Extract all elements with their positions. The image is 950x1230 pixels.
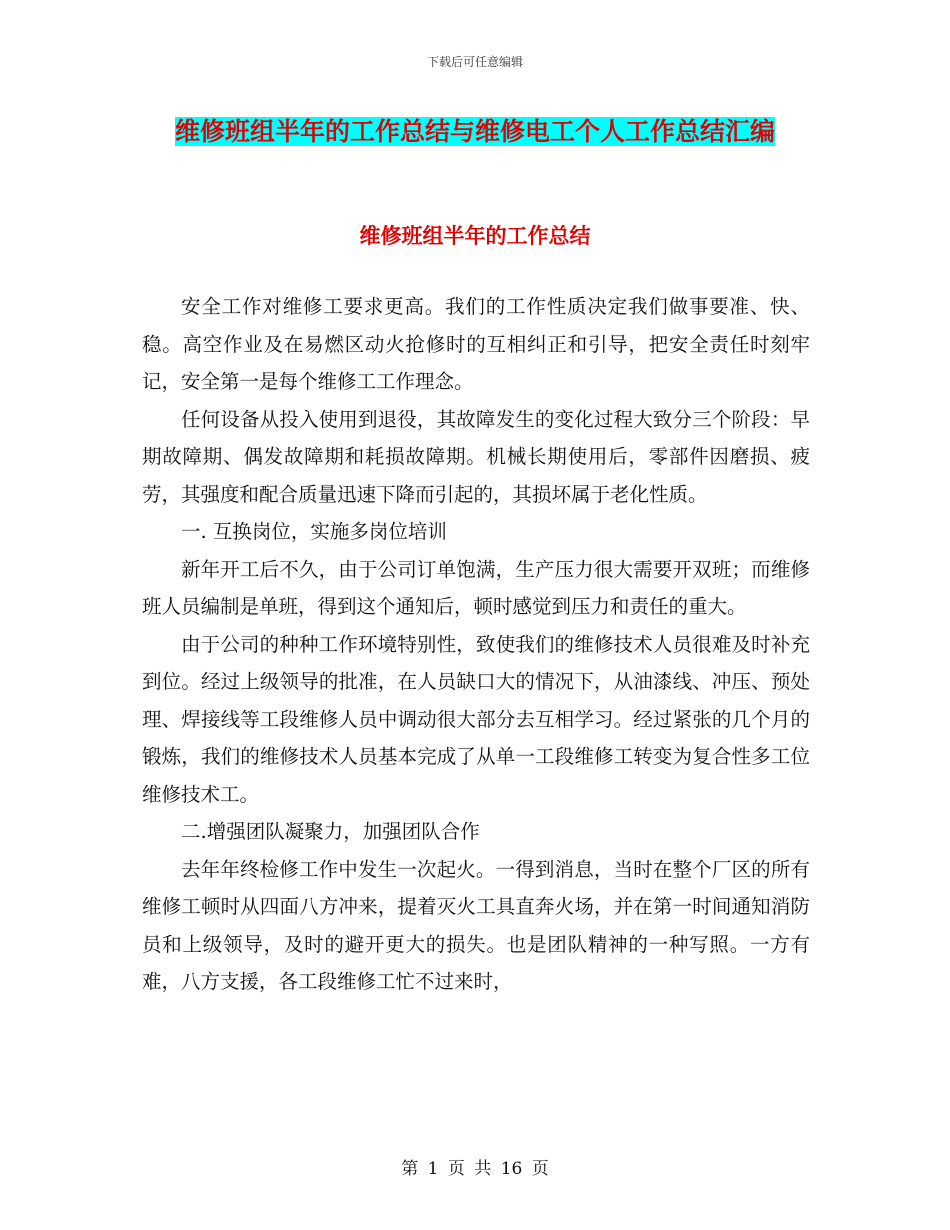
title-text: 维修班组半年的工作总结与维修电工个人工作总结汇编 [174, 117, 775, 146]
paragraph: 任何设备从投入使用到退役，其故障发生的变化过程大致分三个阶段：早期故障期、偶发故障期和耗损故障期。机械长期使用后，零部件因磨损、疲劳，其强度和配合质量迅速下降而引起的，其损坏属于老化性质。 [142, 407, 810, 506]
paragraph: 去年年终检修工作中发生一次起火。一得到消息，当时在整个厂区的所有维修工顿时从四面八方冲来，提着灭火工具直奔火场，并在第一时间通知消防员和上级领导，及时的避开更大的损失。也是团队精神的一种写照。一方有难，八方支援，各工段维修工忙不过来时， [142, 857, 810, 993]
section-title: 维修班组半年的工作总结 [359, 224, 591, 248]
paragraph: 新年开工后不久，由于公司订单饱满，生产压力很大需要开双班；而维修班人员编制是单班，得到这个通知后，顿时感觉到压力和责任的重大。 [142, 557, 810, 618]
header-note: 下载后可任意编辑 [426, 55, 523, 69]
section-heading: 一. 互换岗位，实施多岗位培训 [181, 520, 447, 543]
section-heading: 二.增强团队凝聚力，加强团队合作 [181, 820, 480, 843]
page-footer: 第 1 页 共 16 页 [401, 1159, 549, 1179]
paragraph: 由于公司的种种工作环境特别性，致使我们的维修技术人员很难及时补充到位。经过上级领导的批准，在人员缺口大的情况下，从油漆线、冲压、预处理、焊接线等工段维修人员中调动很大部分去互相学习。经过紧张的几个月的锻炼，我们的维修技术人员基本完成了从单一工段维修工转变为复合性多工位维修技术工。 [142, 632, 810, 806]
body-text [142, 288, 810, 1001]
paragraph: 安全工作对维修工要求更高。我们的工作性质决定我们做事要准、快、稳。高空作业及在易燃区动火抢修时的互相纠正和引导，把安全责任时刻牢记，安全第一是每个维修工工作理念。 [142, 295, 810, 393]
document-title [140, 110, 810, 154]
